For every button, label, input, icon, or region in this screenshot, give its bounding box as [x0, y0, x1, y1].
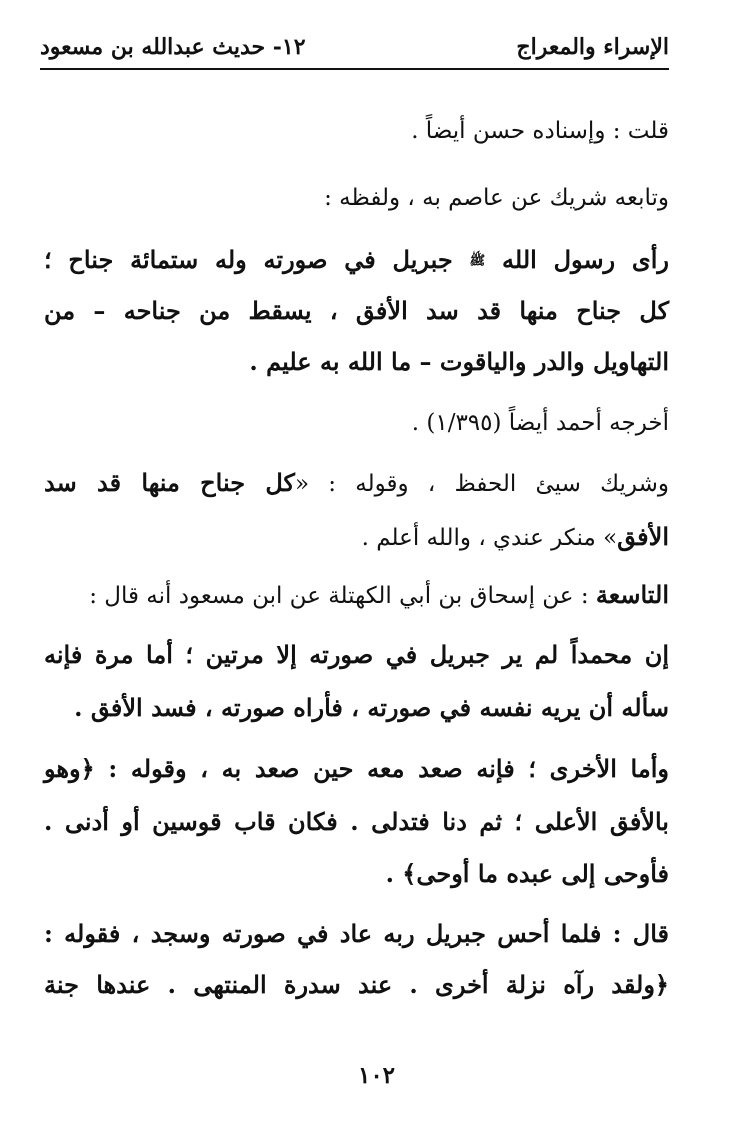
- text-line: [44, 468, 669, 499]
- text-line: قلت : وإسناده حسن أيضاً .: [411, 118, 669, 144]
- hadith-line: التهاويل والدر والياقوت – ما الله به عليم .: [249, 347, 669, 376]
- hadith-line: وأما الأخرى ؛ فإنه صعد معه حين صعد به ، وقوله : ﴿وهو: [44, 754, 669, 783]
- running-header: [40, 32, 669, 70]
- header-chapter-title: ١٢- حديث عبدالله بن مسعود: [40, 34, 306, 60]
- hadith-line: بالأفق الأعلى ؛ ثم دنا فتدلى . فكان قاب قوسين أو أدنى .: [44, 807, 669, 836]
- hadith-line: سأله أن يريه نفسه في صورته ، فأراه صورته ، فسد الأفق .: [74, 693, 669, 722]
- header-book-title: الإسراء والمعراج: [516, 34, 669, 60]
- hadith-line: إن محمداً لم ير جبريل في صورته إلا مرتين ؛ أما مرة فإنه: [44, 640, 669, 669]
- hadith-text: جبريل في صورته وله ستمائة جناح ؛: [44, 245, 453, 274]
- section-label: التاسعة: [595, 580, 669, 609]
- quoted-text: الأفق: [617, 522, 669, 551]
- text-line: [89, 580, 669, 611]
- hadith-line: [44, 245, 669, 277]
- text-segment: : عن إسحاق بن أبي الكهتلة عن ابن مسعود أنه قال :: [89, 583, 596, 609]
- citation-line: أخرجه أحمد أيضاً (١/٣٩٥) .: [411, 410, 669, 436]
- text-line: وتابعه شريك عن عاصم به ، ولفظه :: [324, 185, 669, 211]
- text-line: [362, 522, 669, 553]
- text-segment: » منكر عندي ، والله أعلم .: [361, 525, 618, 551]
- text-segment: وشريك سيئ الحفظ ، وقوله : «: [294, 471, 669, 497]
- page-number: ١٠٢: [357, 1062, 396, 1089]
- hadith-line: قال : فلما أحس جبريل ربه عاد في صورته وسجد ، فقوله :: [44, 919, 669, 948]
- hadith-line: ﴿ولقد رآه نزلة أخرى . عند سدرة المنتهى . عندها جنة: [44, 970, 669, 999]
- hadith-line: فأوحى إلى عبده ما أوحى﴾ .: [385, 859, 669, 888]
- salutation-glyph: ﷺ: [469, 253, 486, 269]
- hadith-line: كل جناح منها قد سد الأفق ، يسقط من جناحه – من: [44, 296, 669, 325]
- quoted-text: كل جناح منها قد سد: [44, 468, 295, 497]
- hadith-text: رأى رسول الله: [502, 245, 669, 274]
